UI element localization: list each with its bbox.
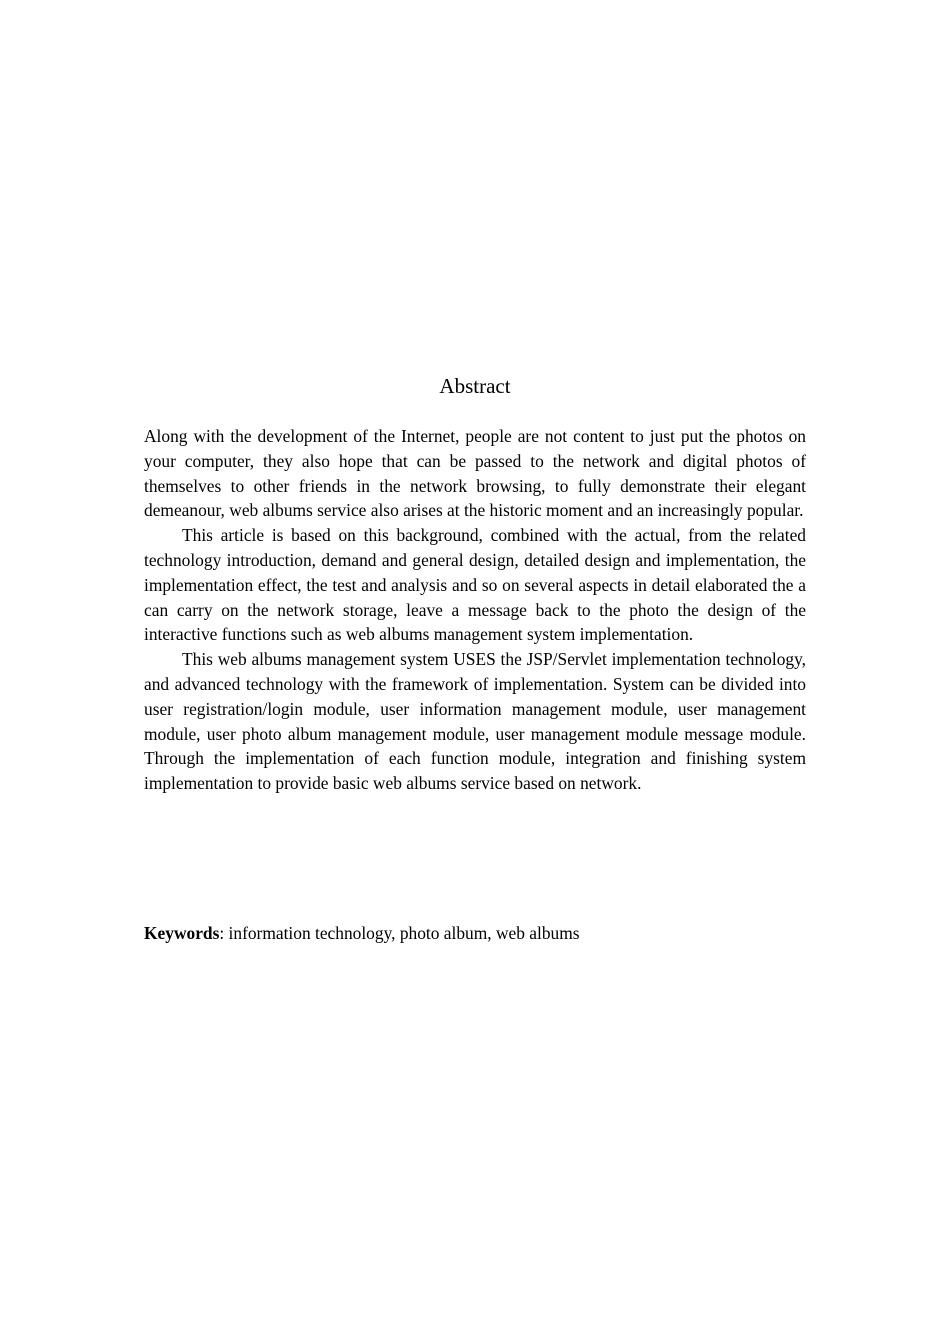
abstract-paragraph-1: Along with the development of the Internet, people are not content to just put the photos on your computer, they also hope that can be passed to the network and digital photos of themselves to other friends in the network browsing, to fully demonstrate their elegant demeanour, web albums service also arises at the historic moment and an increasingly popular. <box>144 426 806 521</box>
keywords-text: information technology, photo album, web albums <box>228 923 580 943</box>
keywords-separator: : <box>219 923 229 943</box>
abstract-paragraph-3: This web albums management system USES the JSP/Servlet implementation technology, and advanced technology with the framework of implementation. System can be divided into user registration/login module, user information management module, user management module, user photo album management module, user management module message module. Through the implementation of each function module, integration and finishing system implementation to provide basic web albums service based on network. <box>144 649 806 794</box>
abstract-title: Abstract <box>439 374 511 398</box>
abstract-paragraph-2: This article is based on this background, combined with the actual, from the related technology introduction, demand and general design, detailed design and implementation, the implementation effect, the test and analysis and so on several aspects in detail elaborated the a can carry on the network storage, leave a message back to the photo the design of the interactive functions such as web albums management system implementation. <box>144 525 806 645</box>
abstract-body <box>144 424 806 796</box>
keywords-label: Keywords <box>144 923 220 943</box>
keywords-line <box>144 921 806 946</box>
